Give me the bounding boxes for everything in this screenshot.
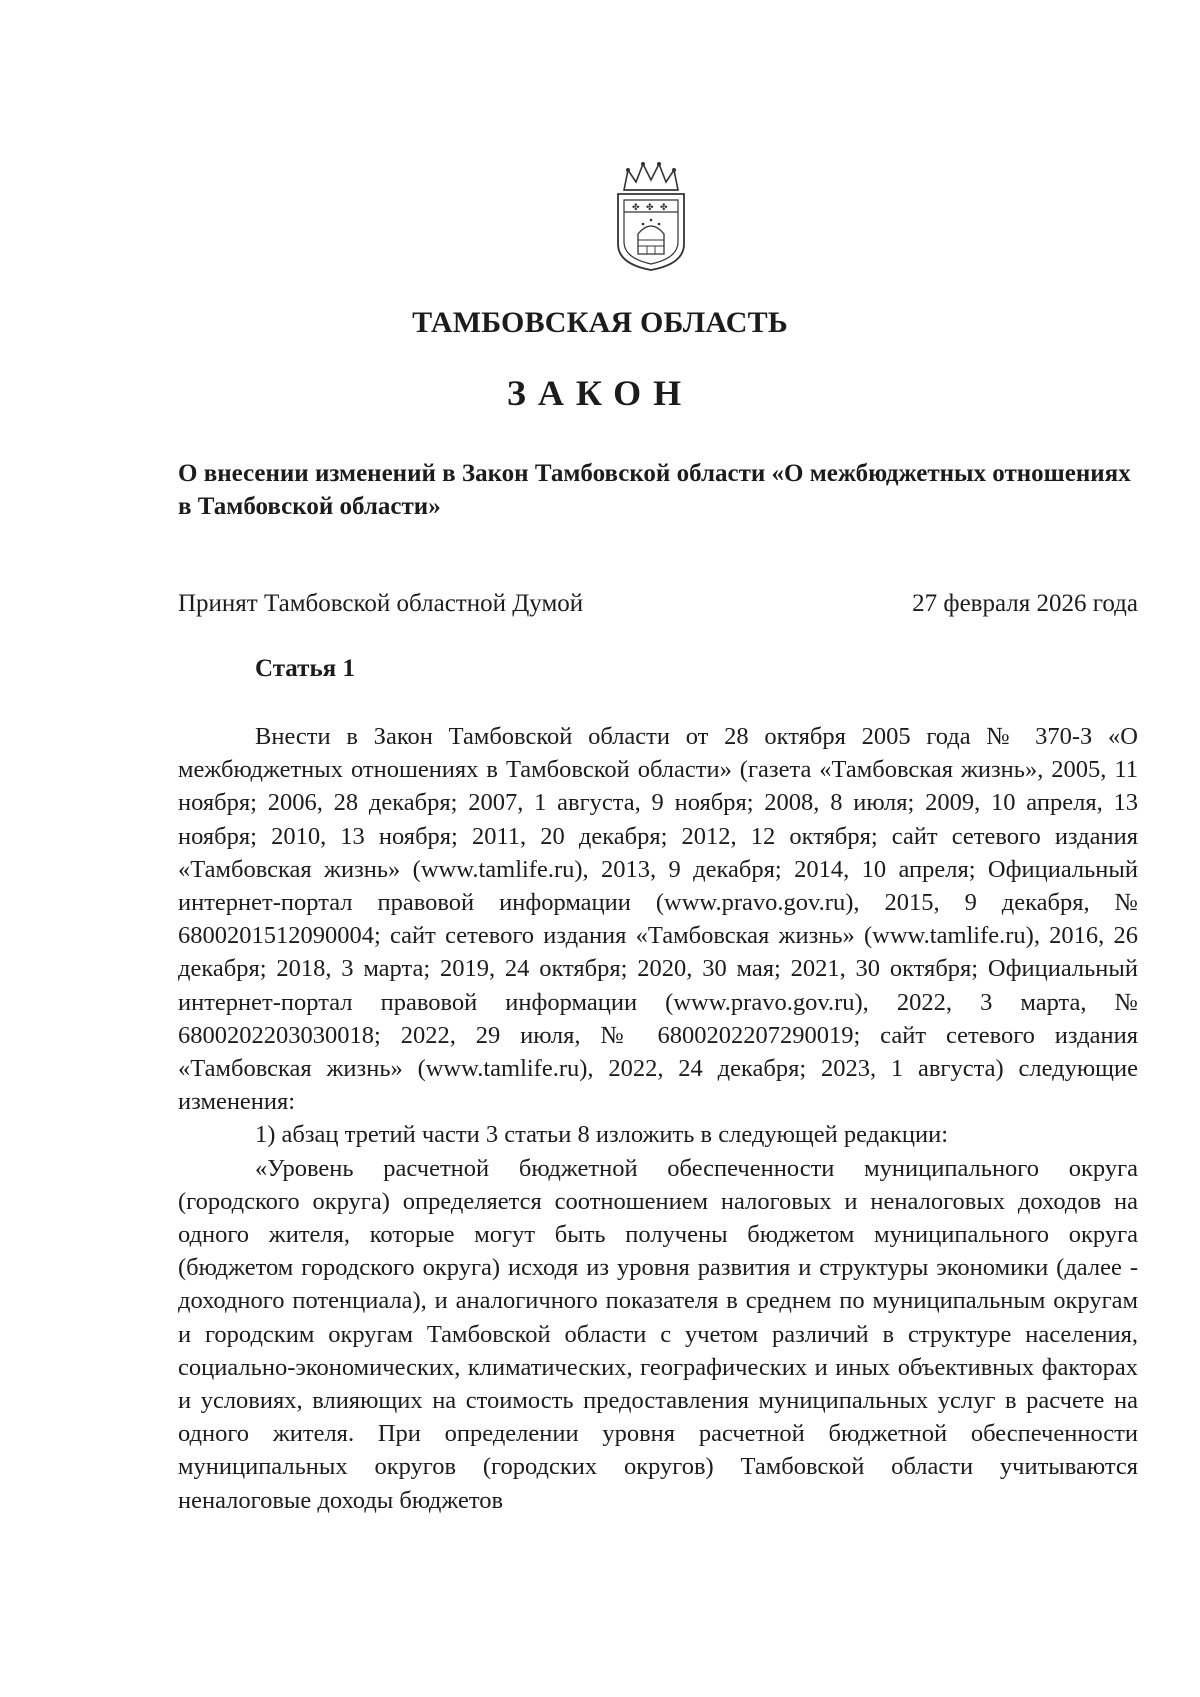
svg-text:✤: ✤ [660,203,668,213]
adoption-line [178,590,1138,618]
svg-text:✤: ✤ [632,203,640,213]
document-type-title: ЗАКОН [506,373,694,413]
law-subject-title: О внесении изменений в Закон Тамбовской области «О межбюджетных отношениях в Тамбовской области» [178,460,1131,520]
article-paragraph: 1) абзац третий части 3 статьи 8 изложить в следующей редакции: [255,1121,949,1149]
article-heading: Статья 1 [255,655,355,682]
adopted-by: Принят Тамбовской областной Думой [178,590,584,617]
article-paragraph: Внести в Закон Тамбовской области от 28 октября 2005 года № 370-З «О межбюджетных отношениях в Тамбовской области» (газета «Тамбовская жизнь», 2005, 11 ноября; 2006, 28 декабря; 2007, 1 августа, 9 ноября; 2008, 8 июля; 2009, 10 апреля, 13 ноября; 2010, 13 ноября; 2011, 20 декабря; 2012, 12 октября; сайт сетевого издания «Тамбовская жизнь» (www.tamlife.ru), 2013, 9 декабря; 2014, 10 апреля; Официальный интернет-портал правовой информации (www.pravo.gov.ru), 2015, 9 декабря, № 6800201512090004; сайт сетевого издания «Тамбовская жизнь» (www.tamlife.ru), 2016, 26 декабря; 2018, 3 марта; 2019, 24 октября; 2020, 30 мая; 2021, 30 октября; Официальный интернет-портал правовой информации (www.pravo.gov.ru), 2022, 3 марта, № 6800202203030018; 2022, 29 июля, № 6800202207290019; сайт сетевого издания «Тамбовская жизнь» (www.tamlife.ru), 2022, 24 декабря; 2023, 1 августа) следующие изменения: [178,723,1138,1116]
article-body [178,720,1138,1517]
article-paragraph: «Уровень расчетной бюджетной обеспеченности муниципального округа (городского округа) определяется соотношением налоговых и неналоговых доходов на одного жителя, которые могут быть получены бюджетом муниципального округа (бюджетом городского округа) исходя из уровня развития и структуры экономики (далее - доходного потенциала), и аналогичного показателя в среднем по муниципальным округам и городским округам Тамбовской области с учетом различий в структуре населения, социально-экономических, климатических, географических и иных объективных факторах и условиях, влияющих на стоимость предоставления муниципальных услуг в расчете на одного жителя. При определении уровня расчетной бюджетной обеспеченности муниципальных округов (городских округов) Тамбовской области учитываются неналоговые доходы бюджетов [178,1154,1138,1514]
adoption-date: 27 февраля 2026 года [912,590,1138,617]
svg-text:✤: ✤ [646,203,654,213]
region-title: ТАМБОВСКАЯ ОБЛАСТЬ [412,306,788,339]
tambov-coat-of-arms-icon [610,160,692,272]
